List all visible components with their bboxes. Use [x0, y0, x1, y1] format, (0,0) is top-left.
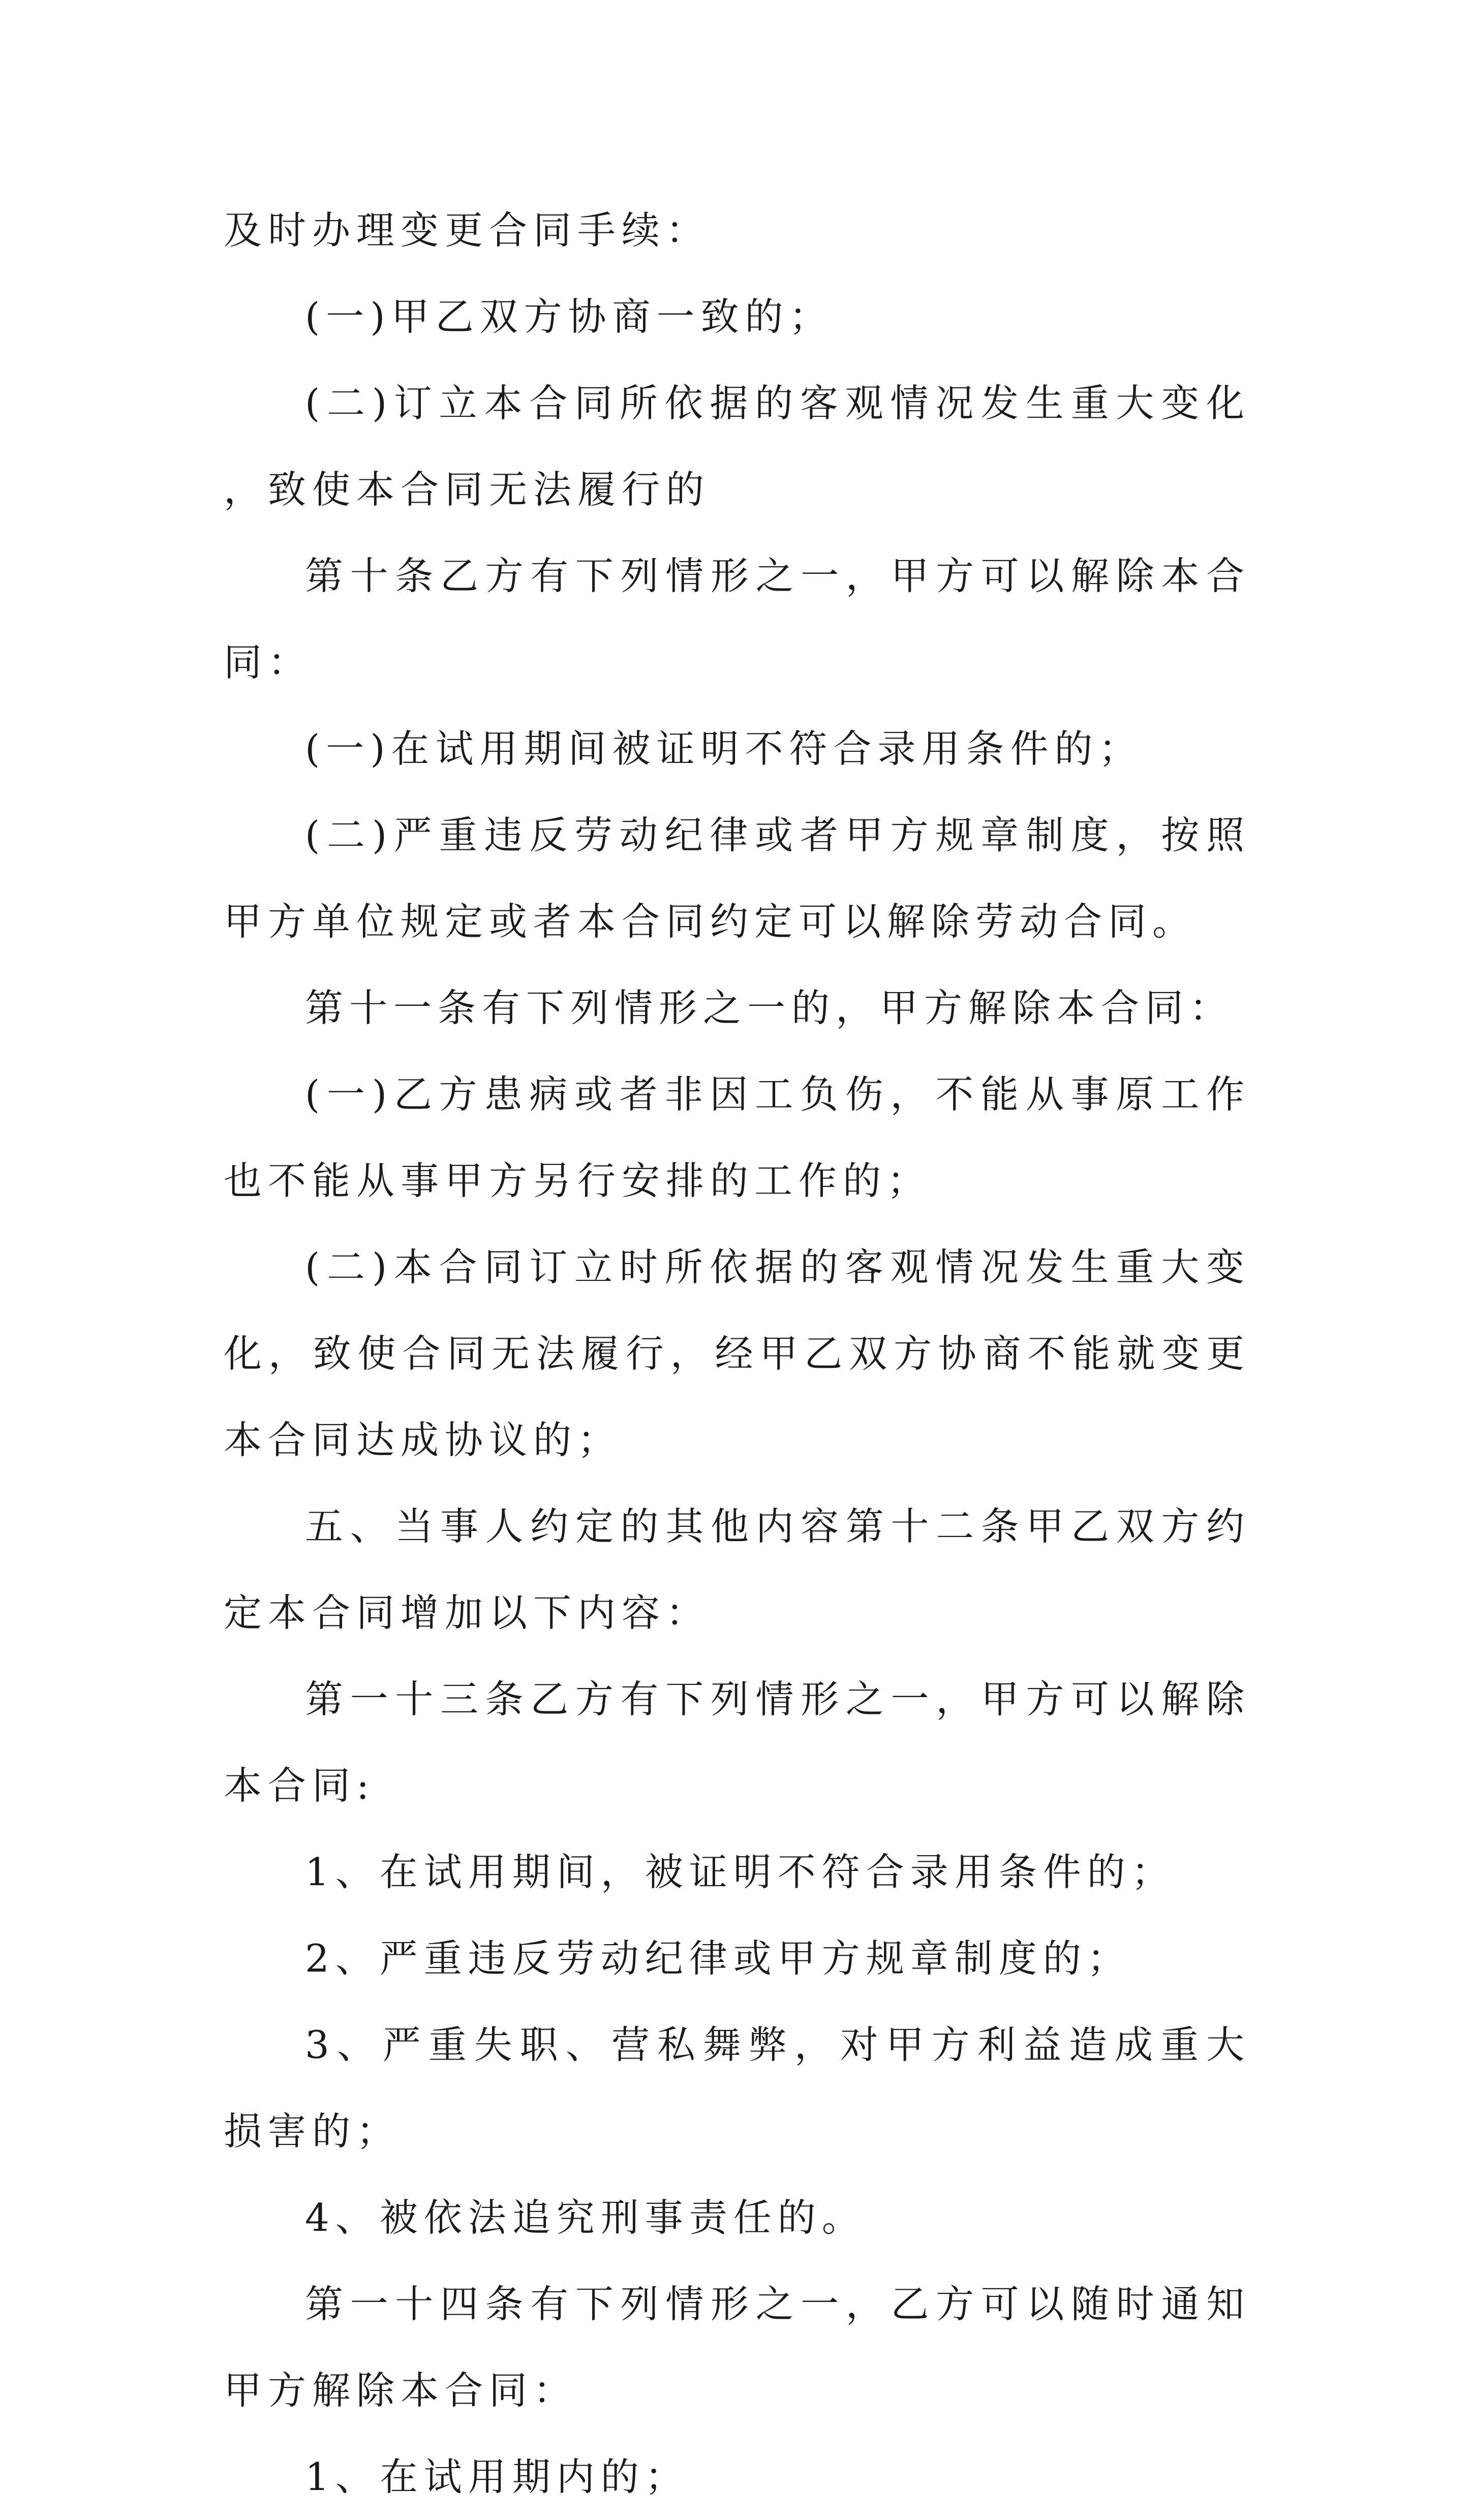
paragraph: 第一十四条有下列情形之一，乙方可以随时通知甲方解除本合同：: [224, 2282, 1250, 2413]
paragraph: (一)甲乙双方协商一致的；: [305, 294, 834, 339]
paragraph: (二)严重违反劳动纪律或者甲方规章制度，按照甲方单位规定或者本合同约定可以解除劳动合同。: [224, 813, 1250, 944]
paragraph: (二)本合同订立时所依据的客观情况发生重大变化，致使合同无法履行，经甲乙双方协商不能就变更本合同达成协议的；: [224, 1245, 1250, 1462]
paragraph: 3、严重失职、营私舞弊，对甲方利益造成重大损害的；: [224, 2022, 1250, 2154]
paragraph: 2、严重违反劳动纪律或甲方规章制度的；: [305, 1936, 1131, 1981]
paragraph: 第一十三条乙方有下列情形之一，甲方可以解除本合同:: [224, 1677, 1250, 1808]
paragraph: 1、在试用期内的；: [305, 2454, 689, 2499]
document-body: [224, 187, 1250, 2520]
paragraph: 第十一条有下列情形之一的，甲方解除本合同：: [305, 986, 1234, 1030]
paragraph: 4、被依法追究刑事责任的。: [305, 2195, 866, 2240]
paragraph: (一)在试用期间被证明不符合录用条件的；: [305, 726, 1143, 771]
paragraph: (一)乙方患病或者非因工负伤，不能从事原工作也不能从事甲方另行安排的工作的；: [224, 1072, 1250, 1203]
paragraph: (二)订立本合同所依据的客观情况发生重大变化，致使本合同无法履行的: [224, 381, 1250, 512]
paragraph: 五、当事人约定的其他内容第十二条甲乙双方约定本合同增加以下内容：: [224, 1504, 1250, 1635]
paragraph: 及时办理变更合同手续：: [224, 208, 711, 253]
paragraph: 1、在试用期间，被证明不符合录用条件的；: [305, 1850, 1176, 1894]
paragraph: 第十条乙方有下列情形之一，甲方可以解除本合同：: [224, 554, 1250, 685]
